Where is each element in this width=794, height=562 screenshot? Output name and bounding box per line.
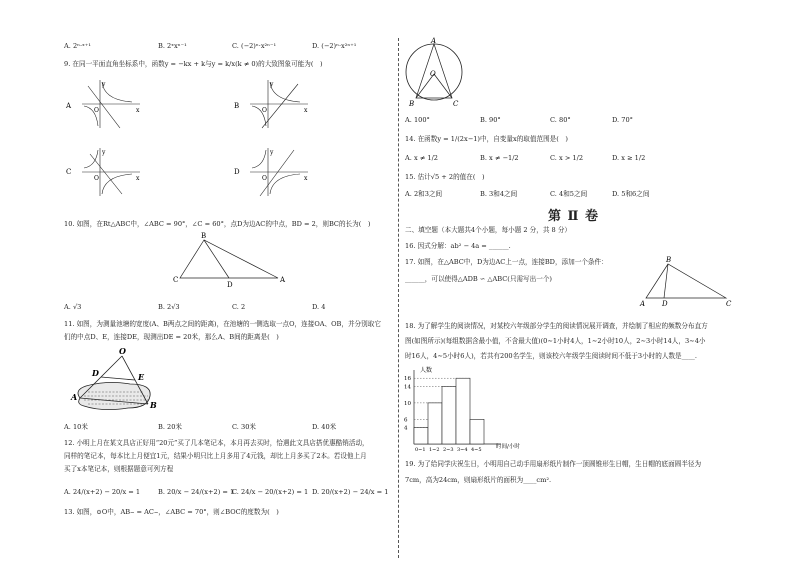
y-axis-label: y <box>102 81 106 88</box>
q8-option-c: C. (−2)ⁿ·x²ⁿ⁻¹ <box>232 42 277 50</box>
point-c-label: C <box>726 300 732 308</box>
q12-option-c: C. 24/x − 20/(x+2) = 1 <box>232 488 309 496</box>
q11-option-d: D. 40米 <box>312 423 337 431</box>
q18-question-line2: 图(如图所示)(每组数据含最小值，不含最大值)(0∼1小时4人，1∼2小时10人，2∼3小时14人，3∼4小 <box>405 337 706 345</box>
right-column <box>400 0 794 562</box>
q9-question: 9. 在同一平面直角坐标系中，函数y = −kx + k与y = k/x(k ≠ 0)的大致图象可能为( ) <box>64 60 323 68</box>
q17-question-line2: ______，可以使得△ADB ∽ △ABC(只需写出一个) <box>405 275 552 283</box>
q18-histogram <box>400 364 540 456</box>
chart-xlabel: 时间/小时 <box>496 444 520 450</box>
q11-pond-figure <box>68 346 168 418</box>
point-c-label: C <box>173 276 179 284</box>
q13-circle-figure <box>402 37 466 108</box>
q14-option-a: A. x ≠ 1/2 <box>405 154 439 162</box>
hyperbola-branch <box>84 150 98 168</box>
q13-option-a: A. 100° <box>405 116 430 124</box>
triangle-abc <box>180 240 278 278</box>
point-a-label: A <box>640 300 646 308</box>
y-tick-label: 6 <box>404 417 408 424</box>
origin-label: O <box>94 175 99 182</box>
hyperbola-branch <box>102 82 132 102</box>
q10-triangle-figure <box>170 230 290 290</box>
hyperbola-branch <box>102 174 132 194</box>
q18-question-line1: 18. 为了解学生的阅读情况，对某校六年级部分学生的阅读情况展开调查，并绘制了相应的频数分布直方 <box>405 322 708 330</box>
q15-option-a: A. 2和3之间 <box>405 190 443 198</box>
y-axis-label: y <box>102 149 106 156</box>
q13-option-c: C. 80° <box>550 116 571 124</box>
q10-option-d: D. 4 <box>312 303 326 311</box>
point-d-label: D <box>227 281 233 289</box>
hyperbola-branch <box>270 174 300 194</box>
histogram-bar <box>456 378 470 444</box>
triangle-abc <box>646 264 726 298</box>
q12-question-line1: 12. 小明上月在某文具店正好用“20元”买了几本笔记本，本月再去买时，恰遇此文具店搭优惠酷销活动， <box>64 439 369 447</box>
x-axis-label: x <box>136 107 140 114</box>
q15-question: 15. 估计√5 + 2的值在( ) <box>405 173 485 181</box>
q9-graph-c-label: C <box>66 168 72 176</box>
point-d-label: D <box>662 300 668 308</box>
line-graph <box>88 86 120 128</box>
x-axis-label: x <box>304 107 308 114</box>
line-graph <box>262 84 298 128</box>
point-d-label: D <box>92 368 99 378</box>
origin-label: O <box>94 107 99 114</box>
q10-option-a: A. √3 <box>64 303 82 311</box>
q17-question-line1: 17. 如图，在△ABC中，D为边AC上一点，连接BD，添加一个条件： <box>405 258 608 266</box>
q8-option-d: D. (−2)ⁿ·x²ⁿ⁺¹ <box>312 42 357 50</box>
q10-question: 10. 如图，在Rt△ABC中，∠ABC = 90°，∠C = 60°，点D为边AC的中点，BD = 2，则BC的长为( ) <box>64 220 371 228</box>
q19-question-line1: 19. 为了给同学庆祝生日，小明用自己动手用扇形纸片制作一顶圆锥形生日帽，生日帽的底面圆半径为 <box>405 460 702 468</box>
point-a-label: A <box>71 392 78 402</box>
column-divider <box>398 38 399 558</box>
q11-option-c: C. 30米 <box>232 423 256 431</box>
q10-option-b: B. 2√3 <box>158 303 180 311</box>
hyperbola-branch <box>270 82 300 102</box>
line-graph <box>260 150 294 196</box>
x-axis-label: x <box>304 175 308 182</box>
hyperbola-branch <box>252 150 266 168</box>
y-axis-label: y <box>270 149 274 156</box>
x-tick-label: 4~5 <box>471 447 482 453</box>
chart-ylabel: 人数 <box>420 367 433 374</box>
origin-label: O <box>262 175 267 182</box>
histogram-bar <box>428 403 442 444</box>
point-b-label: B <box>150 400 157 410</box>
q9-graph-b <box>232 78 312 130</box>
x-tick-label: 1~2 <box>429 447 440 453</box>
q9-graph-d-label: D <box>234 168 240 176</box>
q15-option-b: B. 3和4之间 <box>480 190 518 198</box>
q19-question-line2: 7cm，高为24cm，则扇形纸片的面积为____cm². <box>405 476 552 484</box>
q15-option-c: C. 4和5之间 <box>550 190 588 198</box>
x-tick-label: 2~3 <box>443 447 454 453</box>
q14-option-b: B. x ≠ −1/2 <box>480 154 519 162</box>
q9-graph-b-label: B <box>234 102 240 110</box>
histogram-bar <box>442 386 456 444</box>
q9-graph-a-label: A <box>66 102 72 110</box>
q17-triangle-figure <box>638 258 738 310</box>
y-tick-label: 4 <box>404 425 408 432</box>
q12-question-line2: 同样的笔记本，每本比上月便宜1元，结果小明只比上月多用了4元钱，却比上月多买了2本。若设他上月 <box>64 452 367 460</box>
y-tick-label: 14 <box>404 384 411 391</box>
segment-bd <box>204 240 229 278</box>
point-a-label: A <box>280 276 286 284</box>
point-o-label: O <box>430 70 436 78</box>
x-tick-label: 3~4 <box>457 447 468 453</box>
x-axis-label: x <box>136 175 140 182</box>
q11-question-line1: 11. 如图，为测量池塘的宽度(A、B两点之间的距离)，在池塘的一侧选取一点O，连接OA、OB，并分别取它 <box>64 320 381 328</box>
chart-x-ticks <box>415 447 482 453</box>
q18-question-line3: 时16人，4∼5小时6人)，若共有200名学生，则该校六年级学生阅读时间不低于3小时的人数是____. <box>405 352 697 360</box>
line-graph <box>90 154 122 194</box>
q9-graph-d <box>232 146 312 198</box>
point-b-label: B <box>201 232 207 240</box>
point-e-label: E <box>138 372 145 382</box>
q11-option-a: A. 10米 <box>64 423 88 431</box>
q12-option-d: D. 20/(x+2) − 24/x = 1 <box>312 488 389 496</box>
point-b-label: B <box>666 256 672 264</box>
fill-in-header: 二、填空题（本大题共4个小题，每小题 2 分，共 8 分） <box>405 226 572 234</box>
q8-option-a: A. 2ⁿ·ˣ⁺¹ <box>64 42 92 50</box>
q14-question: 14. 在函数y = 1/(2x−1)中，自变量x的取值范围是( ) <box>405 135 568 143</box>
q10-option-c: C. 2 <box>232 303 246 311</box>
q14-option-c: C. x > 1/2 <box>550 154 584 162</box>
q12-option-b: B. 20/x − 24/(x+2) = 1 <box>158 488 235 496</box>
y-tick-label: 10 <box>404 400 411 407</box>
segment-oc <box>434 74 452 98</box>
segment-de <box>101 377 135 380</box>
q14-option-d: D. x ≥ 1/2 <box>612 154 646 162</box>
histogram-bar <box>470 419 484 444</box>
q11-question-line2: 们的中点D、E，连接DE，现测出DE = 20米，那么A、B间的距离是( ) <box>64 333 279 341</box>
q16-question: 16. 因式分解：ab² − 4a = ______. <box>405 242 511 250</box>
q9-graph-c <box>64 146 144 198</box>
point-o-label: O <box>119 346 126 356</box>
q8-option-b: B. 2ˣxⁿ⁻¹ <box>158 42 187 50</box>
y-axis-label: y <box>270 81 274 88</box>
q15-option-d: D. 5和6之间 <box>612 190 650 198</box>
section-title: 第 Ⅱ 卷 <box>548 209 600 224</box>
q13-option-b: B. 90° <box>480 116 501 124</box>
point-b-label: B <box>409 100 415 108</box>
origin-label: O <box>262 107 267 114</box>
q12-question-line3: 买了x本笔记本，则根据题意可列方程 <box>64 465 174 473</box>
x-tick-label: 0~1 <box>415 447 426 453</box>
histogram-bar <box>414 428 428 444</box>
q13-option-d: D. 70° <box>612 116 633 124</box>
q9-graph-a <box>64 78 144 130</box>
y-tick-label: 16 <box>404 376 411 383</box>
point-a-label: A <box>431 37 437 45</box>
q12-option-a: A. 24/(x+2) − 20/x = 1 <box>64 488 141 496</box>
q13-question: 13. 如图，⊙O中，AB⌢ = AC⌢，∠ABC = 70°，则∠BOC的度数为( ) <box>64 508 279 516</box>
point-c-label: C <box>453 100 459 108</box>
chart-bars <box>414 378 484 444</box>
q11-option-b: B. 20米 <box>158 423 183 431</box>
